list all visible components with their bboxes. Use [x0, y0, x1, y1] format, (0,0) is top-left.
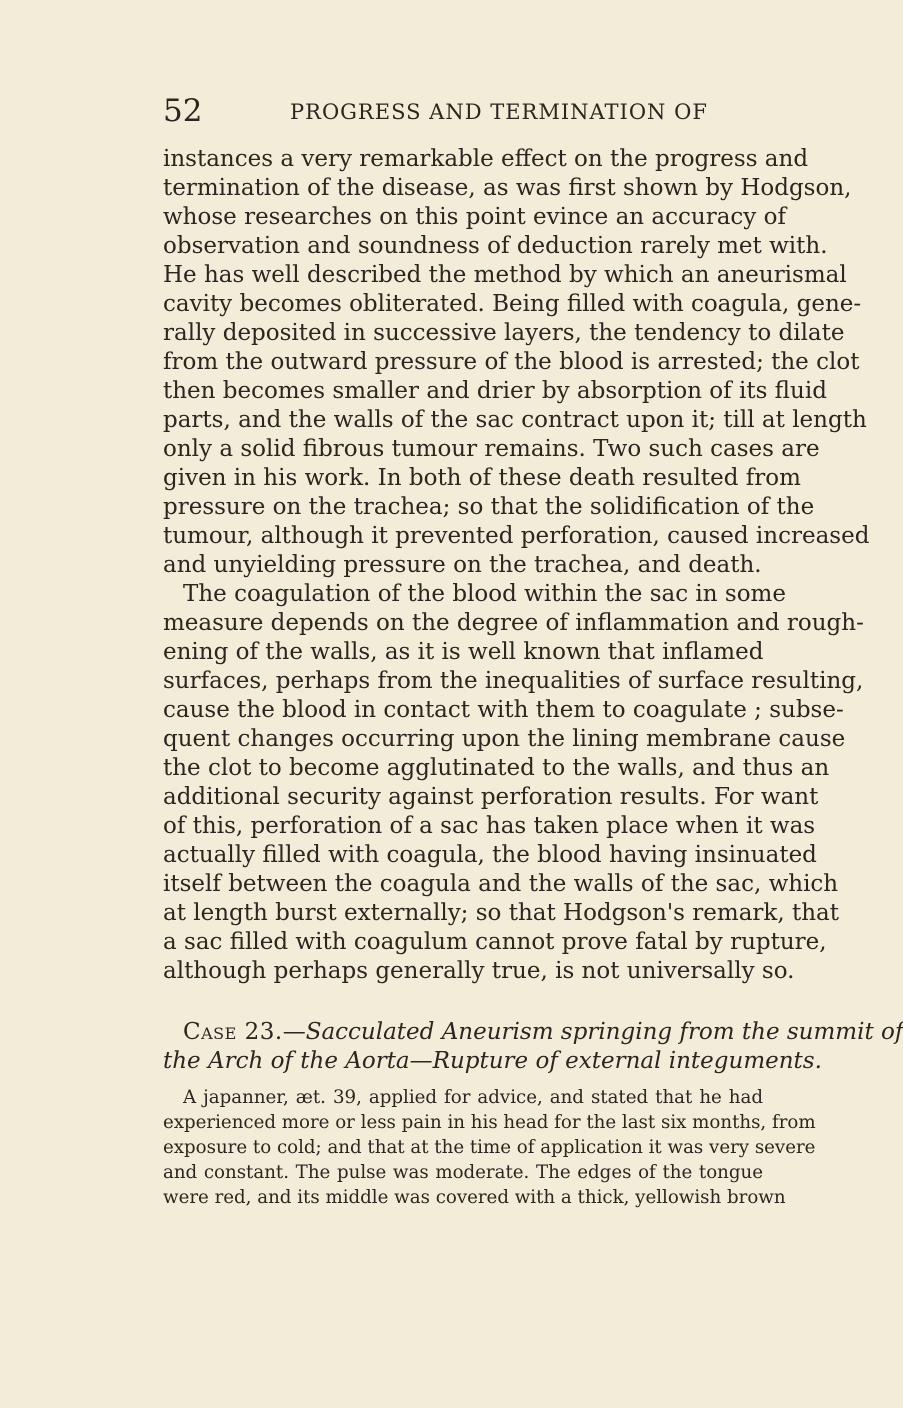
text-line: He has well described the method by which an aneurismal [163, 262, 847, 288]
text-line: and unyielding pressure on the trachea, and death. [163, 552, 762, 578]
text-line: a sac filled with coagulum cannot prove fatal by rupture, [163, 929, 827, 955]
text-line: surfaces, perhaps from the inequalities of surface resulting, [163, 668, 864, 694]
case-title-part-1: Sacculated Aneurism springing from the summit of [305, 1019, 903, 1045]
text-line: from the outward pressure of the blood is arrested; the clot [163, 349, 860, 375]
case-text-line: were red, and its middle was covered with a thick, yellowish brown [163, 1187, 786, 1208]
running-title: PROGRESS AND TERMINATION OF [290, 100, 708, 124]
text-line: although perhaps generally true, is not universally so. [163, 958, 795, 984]
text-line: at length burst externally; so that Hodgson's remark, that [163, 900, 839, 926]
text-line: rally deposited in successive layers, the tendency to dilate [163, 320, 845, 346]
text-line: additional security against perforation results. For want [163, 784, 819, 810]
text-line: the clot to become agglutinated to the walls, and thus an [163, 755, 830, 781]
case-label: Case 23. [183, 1019, 283, 1045]
text-line: whose researches on this point evince an accuracy of [163, 204, 786, 230]
text-line: of this, perforation of a sac has taken place when it was [163, 813, 816, 839]
text-line: actually filled with coagula, the blood having insinuated [163, 842, 817, 868]
text-line: given in his work. In both of these death resulted from [163, 465, 801, 491]
text-line: itself between the coagula and the walls of the sac, which [163, 871, 839, 897]
page-number: 52 [163, 93, 203, 129]
text-line: observation and soundness of deduction rarely met with. [163, 233, 828, 259]
text-line: cause the blood in contact with them to coagulate ; subse- [163, 697, 844, 723]
page-header [163, 93, 763, 129]
text-line: termination of the disease, as was first shown by Hodgson, [163, 175, 852, 201]
text-line: parts, and the walls of the sac contract upon it; till at length [163, 407, 867, 433]
text-line: cavity becomes obliterated. Being filled with coagula, gene- [163, 291, 862, 317]
case-title-part-2: the Arch of the Aorta—Rupture of external integuments. [163, 1048, 822, 1074]
text-line: only a solid fibrous tumour remains. Two such cases are [163, 436, 820, 462]
text-line: then becomes smaller and drier by absorption of its fluid [163, 378, 827, 404]
text-line: ening of the walls, as it is well known that inflamed [163, 639, 764, 665]
text-line: tumour, although it prevented perforation, caused increased [163, 523, 870, 549]
text-line: instances a very remarkable effect on the progress and [163, 146, 809, 172]
paragraph-start-line: The coagulation of the blood within the sac in some [183, 581, 786, 607]
text-line: quent changes occurring upon the lining membrane cause [163, 726, 846, 752]
case-dash: — [282, 1019, 306, 1045]
case-text-line: exposure to cold; and that at the time of application it was very severe [163, 1137, 816, 1158]
case-text-line: and constant. The pulse was moderate. The edges of the tongue [163, 1162, 763, 1183]
text-line: pressure on the trachea; so that the solidification of the [163, 494, 815, 520]
text-line: measure depends on the degree of inflammation and rough- [163, 610, 864, 636]
case-text-line: A japanner, æt. 39, applied for advice, and stated that he had [183, 1087, 763, 1108]
case-text-line: experienced more or less pain in his head for the last six months, from [163, 1112, 816, 1133]
